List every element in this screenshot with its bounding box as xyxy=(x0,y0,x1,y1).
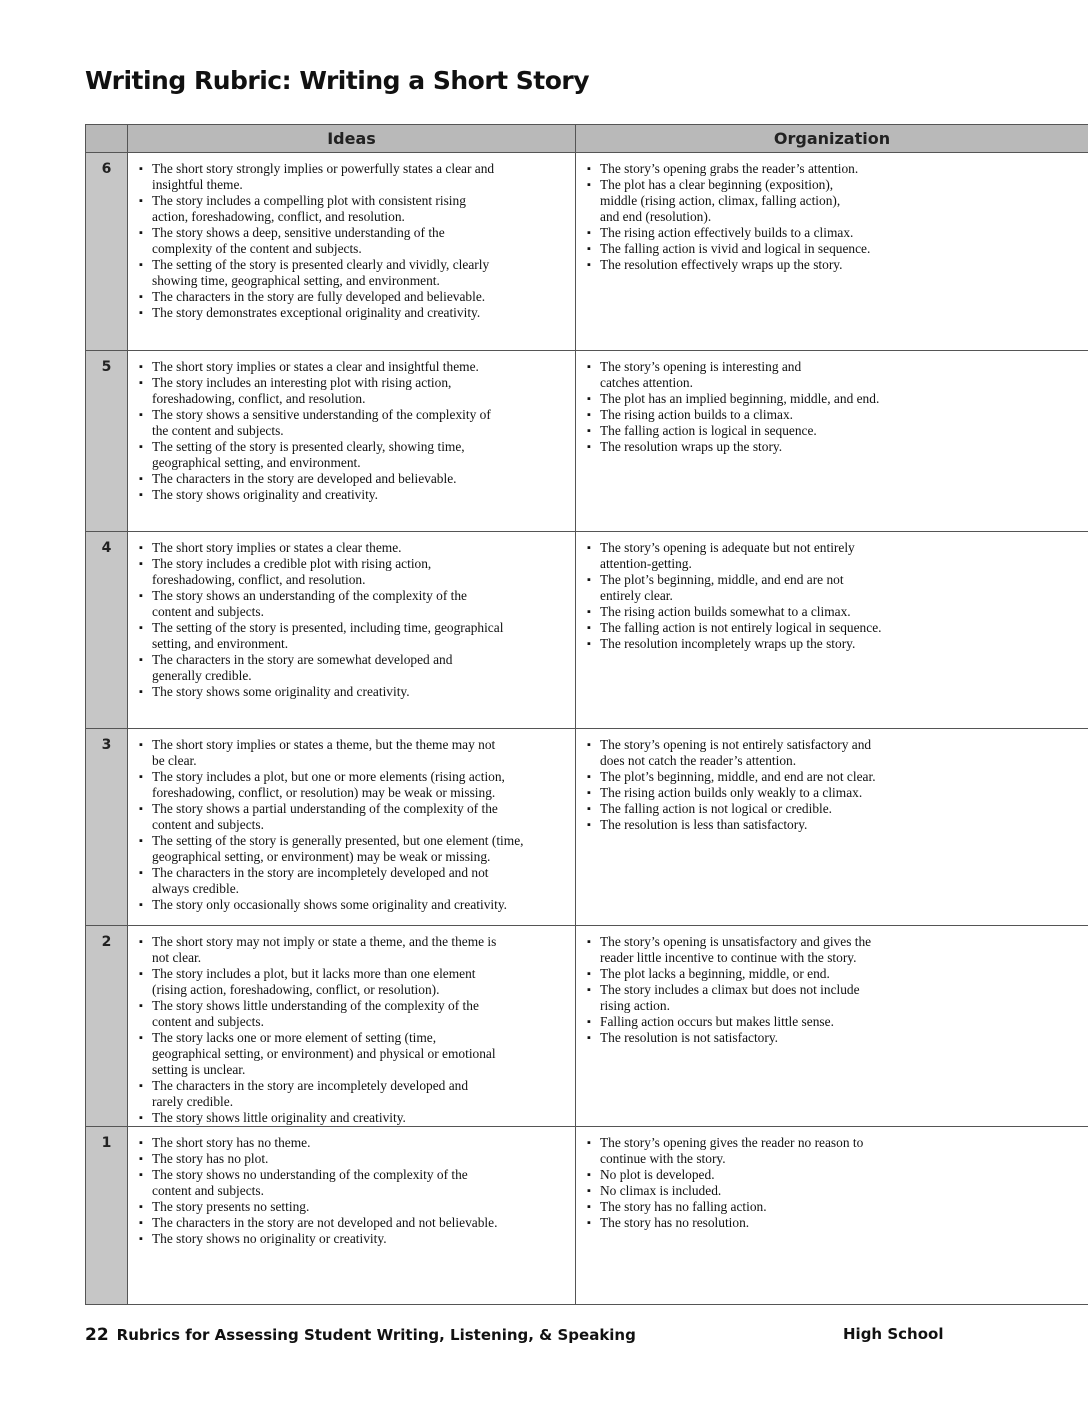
ideas-cell xyxy=(128,1127,576,1305)
header-row xyxy=(86,125,1088,153)
criterion-item: ▪ The short story implies or states a theme, but the theme may not be clear. xyxy=(152,737,571,769)
criterion-item: ▪ The story shows some originality and creativity. xyxy=(152,684,571,700)
criterion-item: ▪ The rising action builds to a climax. xyxy=(600,407,1085,423)
page-number: 22 xyxy=(85,1325,109,1345)
criterion-item: ▪ The story’s opening is adequate but not entirely attention-getting. xyxy=(600,540,1085,572)
criterion-item: ▪ The story includes a plot, but one or more elements (rising action, foreshadowing, conflict, or resolution) may be weak or missing. xyxy=(152,769,571,801)
criterion-item: ▪ The short story may not imply or state a theme, and the theme is not clear. xyxy=(152,934,571,966)
ideas-column-header: Ideas xyxy=(128,125,576,153)
ideas-criteria-list xyxy=(128,729,575,913)
rubric-row xyxy=(86,153,1088,351)
criterion-item: ▪ The story shows little understanding of the complexity of the content and subjects. xyxy=(152,998,571,1030)
footer-left xyxy=(85,1325,636,1345)
criterion-item: ▪ The story shows a deep, sensitive understanding of the complexity of the content and subjects. xyxy=(152,225,571,257)
footer-level: High School xyxy=(843,1325,944,1343)
score-cell: 1 xyxy=(86,1127,128,1305)
criterion-item: ▪ The plot lacks a beginning, middle, or end. xyxy=(600,966,1085,982)
organization-criteria-list xyxy=(576,532,1088,652)
criterion-item: ▪ No plot is developed. xyxy=(600,1167,1085,1183)
criterion-item: ▪ The story shows a partial understanding of the complexity of the content and subjects. xyxy=(152,801,571,833)
criterion-item: ▪ The falling action is logical in sequence. xyxy=(600,423,1085,439)
organization-cell xyxy=(576,729,1088,926)
ideas-criteria-list xyxy=(128,351,575,503)
score-cell: 6 xyxy=(86,153,128,351)
criterion-item: ▪ Falling action occurs but makes little sense. xyxy=(600,1014,1085,1030)
rubric-row xyxy=(86,1127,1088,1305)
criterion-item: ▪ The story’s opening grabs the reader’s attention. xyxy=(600,161,1085,177)
criterion-item: ▪ The story has no resolution. xyxy=(600,1215,1085,1231)
ideas-cell xyxy=(128,153,576,351)
organization-criteria-list xyxy=(576,351,1088,455)
criterion-item: ▪ The story’s opening is interesting and catches attention. xyxy=(600,359,1085,391)
ideas-cell xyxy=(128,351,576,532)
organization-cell xyxy=(576,351,1088,532)
criterion-item: ▪ The story shows little originality and creativity. xyxy=(152,1110,571,1126)
criterion-item: ▪ The story includes a plot, but it lacks more than one element (rising action, foreshadowing, conflict, or resolution). xyxy=(152,966,571,998)
organization-column-header: Organization xyxy=(576,125,1088,153)
criterion-item: ▪ The rising action builds only weakly to a climax. xyxy=(600,785,1085,801)
criterion-item: ▪ The story’s opening gives the reader no reason to continue with the story. xyxy=(600,1135,1085,1167)
criterion-item: ▪ The characters in the story are incompletely developed and not always credible. xyxy=(152,865,571,897)
criterion-item: ▪ The story includes an interesting plot with rising action, foreshadowing, conflict, and resolution. xyxy=(152,375,571,407)
page-title: Writing Rubric: Writing a Short Story xyxy=(85,66,590,95)
book-title: Rubrics for Assessing Student Writing, Listening, & Speaking xyxy=(116,1326,636,1344)
criterion-item: ▪ The plot has an implied beginning, middle, and end. xyxy=(600,391,1085,407)
criterion-item: ▪ The characters in the story are not developed and not believable. xyxy=(152,1215,571,1231)
organization-criteria-list xyxy=(576,1127,1088,1231)
ideas-cell xyxy=(128,729,576,926)
organization-cell xyxy=(576,532,1088,729)
score-cell: 2 xyxy=(86,926,128,1127)
criterion-item: ▪ The characters in the story are developed and believable. xyxy=(152,471,571,487)
criterion-item: ▪ The story includes a credible plot with rising action, foreshadowing, conflict, and resolution. xyxy=(152,556,571,588)
criterion-item: ▪ The story’s opening is not entirely satisfactory and does not catch the reader’s attention. xyxy=(600,737,1085,769)
score-cell: 5 xyxy=(86,351,128,532)
criterion-item: ▪ The rising action effectively builds to a climax. xyxy=(600,225,1085,241)
criterion-item: ▪ The story has no falling action. xyxy=(600,1199,1085,1215)
organization-criteria-list xyxy=(576,153,1088,273)
ideas-criteria-list xyxy=(128,1127,575,1247)
rubric-row xyxy=(86,926,1088,1127)
criterion-item: ▪ The resolution wraps up the story. xyxy=(600,439,1085,455)
criterion-item: ▪ The story shows no originality or creativity. xyxy=(152,1231,571,1247)
criterion-item: ▪ The story only occasionally shows some originality and creativity. xyxy=(152,897,571,913)
score-column-header xyxy=(86,125,128,153)
criterion-item: ▪ The story shows originality and creativity. xyxy=(152,487,571,503)
ideas-cell xyxy=(128,532,576,729)
ideas-cell xyxy=(128,926,576,1127)
criterion-item: ▪ The story includes a compelling plot with consistent rising action, foreshadowing, conflict, and resolution. xyxy=(152,193,571,225)
criterion-item: ▪ The falling action is not entirely logical in sequence. xyxy=(600,620,1085,636)
criterion-item: ▪ The plot has a clear beginning (exposition), middle (rising action, climax, falling action), and end (resolution). xyxy=(600,177,1085,225)
criterion-item: ▪ The short story has no theme. xyxy=(152,1135,571,1151)
criterion-item: ▪ The falling action is not logical or credible. xyxy=(600,801,1085,817)
criterion-item: ▪ The story shows a sensitive understanding of the complexity of the content and subjects. xyxy=(152,407,571,439)
criterion-item: ▪ The rising action builds somewhat to a climax. xyxy=(600,604,1085,620)
rubric-row xyxy=(86,729,1088,926)
organization-cell xyxy=(576,1127,1088,1305)
score-cell: 4 xyxy=(86,532,128,729)
criterion-item: ▪ The setting of the story is presented clearly, showing time, geographical setting, and environment. xyxy=(152,439,571,471)
organization-cell xyxy=(576,153,1088,351)
criterion-item: ▪ The story presents no setting. xyxy=(152,1199,571,1215)
criterion-item: ▪ The resolution effectively wraps up the story. xyxy=(600,257,1085,273)
rubric-row xyxy=(86,351,1088,532)
criterion-item: ▪ The story lacks one or more element of setting (time, geographical setting, or environment) and physical or emotional setting is unclear. xyxy=(152,1030,571,1078)
criterion-item: ▪ The plot’s beginning, middle, and end are not clear. xyxy=(600,769,1085,785)
criterion-item: ▪ The resolution incompletely wraps up the story. xyxy=(600,636,1085,652)
criterion-item: ▪ The plot’s beginning, middle, and end are not entirely clear. xyxy=(600,572,1085,604)
criterion-item: ▪ The falling action is vivid and logical in sequence. xyxy=(600,241,1085,257)
criterion-item: ▪ The story includes a climax but does not include rising action. xyxy=(600,982,1085,1014)
criterion-item: ▪ The short story implies or states a clear and insightful theme. xyxy=(152,359,571,375)
criterion-item: ▪ The story shows no understanding of the complexity of the content and subjects. xyxy=(152,1167,571,1199)
criterion-item: ▪ No climax is included. xyxy=(600,1183,1085,1199)
ideas-criteria-list xyxy=(128,926,575,1126)
criterion-item: ▪ The short story implies or states a clear theme. xyxy=(152,540,571,556)
ideas-criteria-list xyxy=(128,532,575,700)
ideas-criteria-list xyxy=(128,153,575,321)
criterion-item: ▪ The setting of the story is presented, including time, geographical setting, and environment. xyxy=(152,620,571,652)
criterion-item: ▪ The setting of the story is generally presented, but one element (time, geographical setting, or environment) may be weak or missing. xyxy=(152,833,571,865)
criterion-item: ▪ The resolution is not satisfactory. xyxy=(600,1030,1085,1046)
criterion-item: ▪ The characters in the story are somewhat developed and generally credible. xyxy=(152,652,571,684)
organization-criteria-list xyxy=(576,729,1088,833)
score-cell: 3 xyxy=(86,729,128,926)
criterion-item: ▪ The story has no plot. xyxy=(152,1151,571,1167)
criterion-item: ▪ The characters in the story are fully developed and believable. xyxy=(152,289,571,305)
criterion-item: ▪ The characters in the story are incompletely developed and rarely credible. xyxy=(152,1078,571,1110)
organization-criteria-list xyxy=(576,926,1088,1046)
criterion-item: ▪ The story’s opening is unsatisfactory and gives the reader little incentive to continue with the story. xyxy=(600,934,1085,966)
criterion-item: ▪ The story demonstrates exceptional originality and creativity. xyxy=(152,305,571,321)
criterion-item: ▪ The setting of the story is presented clearly and vividly, clearly showing time, geographical setting, and environment. xyxy=(152,257,571,289)
rubric-row xyxy=(86,532,1088,729)
criterion-item: ▪ The short story strongly implies or powerfully states a clear and insightful theme. xyxy=(152,161,571,193)
organization-cell xyxy=(576,926,1088,1127)
rubric-table xyxy=(85,124,1088,1305)
criterion-item: ▪ The story shows an understanding of the complexity of the content and subjects. xyxy=(152,588,571,620)
criterion-item: ▪ The resolution is less than satisfactory. xyxy=(600,817,1085,833)
